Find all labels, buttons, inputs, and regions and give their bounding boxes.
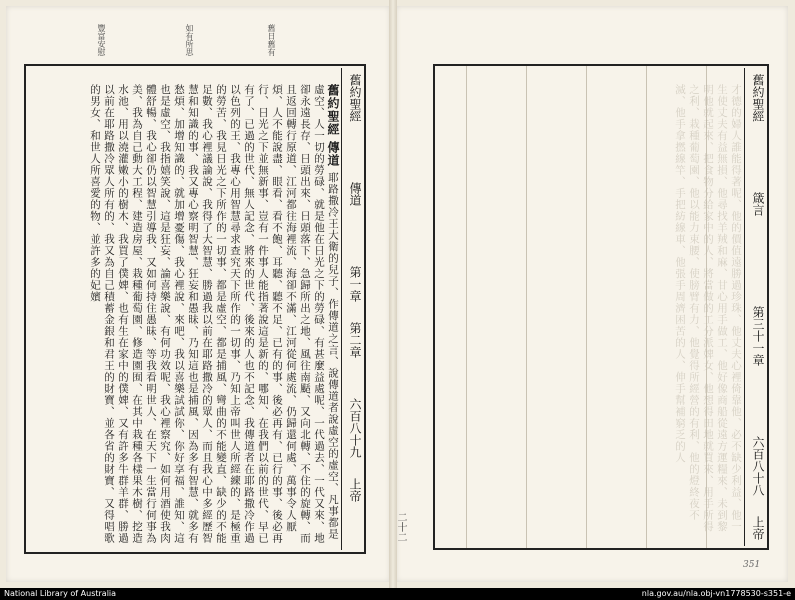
page-number: 六百八十八: [751, 436, 765, 496]
top-margin-note: 舊日舊有: [267, 24, 276, 56]
chapter-label: 第三十一章: [751, 306, 765, 366]
book-gutter: [389, 0, 397, 588]
chapter-label-2: 第二章: [348, 322, 362, 358]
left-body-text: [32, 84, 340, 546]
book-name: 傳道: [348, 182, 362, 206]
body-paragraph: 耶路撒冷王大衛的兒子、作傳道之言、說傳道者說虛空的虛空、凡事都是虛空、人一切的勞碌、就是他在日光之下的勞碌、有甚麼益處呢、一代過去、一代又來、地卻永遠長存、日頭出來、日頭落下、急歸所出之地、風往南颳、又向北轉、不住的旋轉、而且返回轉行原道、江河都往海裡流、海卻不滿、江河從何處流、仍歸還何處、萬事令人厭煩、人不能說盡、眼看、看不飽、耳聽、聽不足、已有的事、後必再有、已行的事、後必再行、日光之下並無新事、豈有一件事人能指著說這是新的、哪知、在我們以前的世代、早已有了、已過的世代、無人記念、將來的世代、後來的人也不記念、我傳道者在耶路撒冷作過以色列的王、我專心用智慧尋求查究天下所作的一切事、乃知上帝叫世人所經練的、是極重的勞苦、我見日光之下所作的一切事、都是虛空、都是捕風、彎曲的不能變直、缺少的不能足數、我心裡議論說、我得了大智慧、勝過我以前在耶路撒冷的眾人、而且我心中多經歷智慧和知識的事、我又專心察明智慧、狂妄和愚昧、乃知這也是捕風、因為多有智慧、就多有愁煩、加增知識的、就加增憂傷、我心裡說、來吧、我以喜樂試試你、你好享福、誰知、這也是虛空、我指嬉笑說、這是狂妄、論喜樂說、有何功效呢、我心裡察究、如何用酒使我肉體舒暢、我心卻仍以智慧引導我、又如何持住愚昧、等我看明世人、在天下一生當行何事為美、我為自己動大工程、建造房屋、栽種葡萄園、修造園囿、在其中栽種各樣果木樹、挖造水池、用以澆灌嫩小的樹木、我買了僕婢、也有生在家中的僕婢、又有許多牛群羊群、勝過以前在耶路撒冷眾人所有的、我又為自己積蓄金銀和君王的財寶、並各省的財寶、又得唱歌的男女、和世人所喜愛的物、並許多的妃嬪: [89, 84, 339, 544]
bleed-through-text: 才德的婦人誰能得著呢、他的價值遠勝過珍珠、他丈夫心裡倚靠他、必不缺少利益、他一生使丈夫有益無損、他尋找羊羢和麻、甘心用手做工、他好像商船從遠方運糧來、未到黎明他就起來、把食物分給家中的人、將當做的工分派婢女、他想得田地就買來、用手所得之利、栽種葡萄園、他以能力束腰、使膀臂有力、他覺得所經營的有利、他的燈終夜不滅、他手拿撚線竿、手把紡線車、他張手周濟困苦的人、伸手幫補窮乏的人: [674, 84, 742, 533]
volume-mark: 上帝: [751, 516, 765, 540]
chapter-label: 第一章: [348, 266, 362, 302]
running-head: 舊約聖經: [751, 74, 765, 122]
running-head: 舊約聖經: [348, 74, 362, 122]
footer-library-name: National Library of Australia: [4, 589, 117, 598]
footer-bar: [0, 588, 795, 600]
book-name: 箴言: [751, 192, 765, 216]
chapter-title: 舊約聖經 傳道: [326, 84, 340, 168]
top-margin-note: 如有所思: [185, 24, 194, 56]
left-running-head-column: [341, 68, 364, 550]
volume-mark: 上帝: [348, 478, 362, 502]
gutter-page-number: 二十二: [395, 512, 406, 542]
top-margin-note: 豐富安慰: [97, 24, 106, 56]
page-number: 六百八十九: [348, 398, 362, 458]
footer-object-id: nla.gov.au/nla.obj-vn1778530-s351-e: [641, 589, 791, 598]
right-text-frame: [433, 64, 769, 550]
left-text-frame: [24, 64, 366, 554]
right-running-head-column: [744, 68, 767, 546]
folio-stamp: 351: [743, 560, 761, 570]
